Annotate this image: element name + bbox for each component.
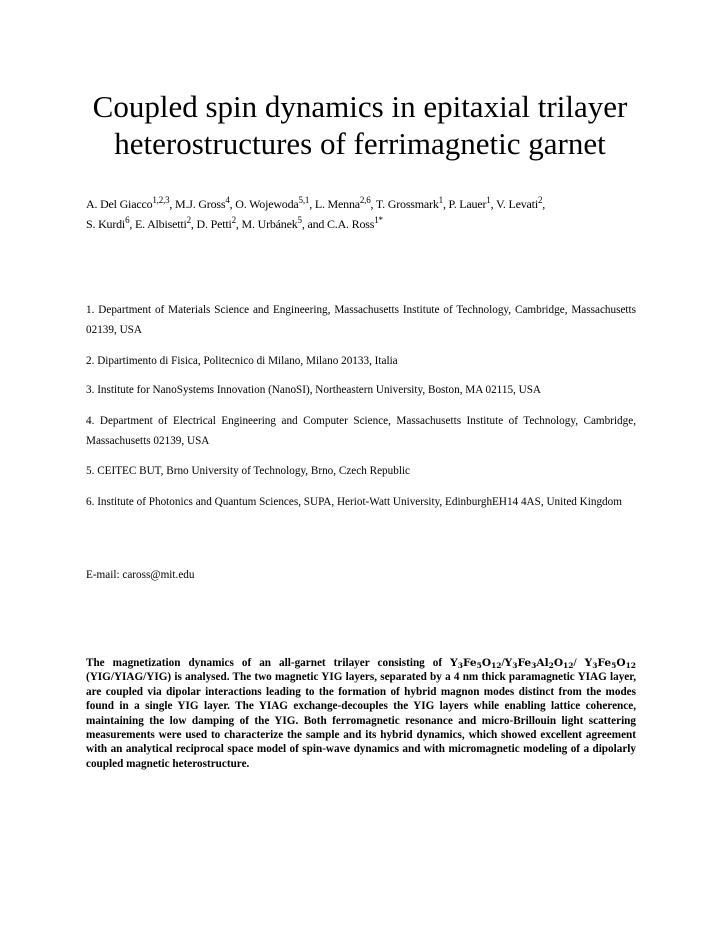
abstract-intro: The magnetization dynamics of an all-garnet trilayer consisting of [86, 657, 451, 669]
formula-yiag: $Y_3Fe_3Al_2O_{12}$ [504, 657, 574, 670]
author: D. Petti$^2$, [196, 215, 242, 231]
affiliation-1: 1. Department of Materials Science and Engineering, Massachusetts Institute of Technology, Cambridge, Massachusetts 02139, USA [86, 304, 636, 336]
abstract-body: is analysed. The two magnetic YIG layers, separated by a 4 nm thick paramagnetic YIAG layer, are coupled via dipolar interactions leading to the formation of hybrid magnon modes distinct from the modes found in a single YIG layer. The YIAG exchange-decouples the YIG layers while enabling lattice coherence, maintaining the low damping of the YIG. Both ferromagnetic resonance and micro-Brillouin light scattering measurements were used to characterize the sample and its hybrid dynamics, which showed excellent agreement with an analytical reciprocal space model of spin-wave dynamics and with micromagnetic modeling of a dipolarly coupled magnetic heterostructure. [86, 671, 636, 770]
affiliation-2: 2. Dipartimento di Fisica, Politecnico di Milano, Milano 20133, Italia [86, 355, 398, 367]
author: T. Grossmark$^1$, [375, 195, 449, 211]
abstract: The magnetization dynamics of an all-garnet trilayer consisting of $Y_3Fe_5O_{12}/Y_3Fe_3Al_2O_{12}/$ $Y_3Fe_5O_{12}$ (YIG/YIAG/YIG) is analysed. The two magnetic YIG layers, separated by a 4 nm thick paramagnetic YIAG layer, are coupled via dipolar interactions leading to the formation of hybrid magnon modes distinct from the modes found in a single YIG layer. The YIAG exchange-decouples the YIG layers while enabling lattice coherence, maintaining the low damping of the YIG. Both ferromagnetic resonance and micro-Brillouin light scattering measurements were used to characterize the sample and its hybrid dynamics, which showed excellent agreement with an analytical reciprocal space model of spin-wave dynamics and with micromagnetic modeling of a dipolarly coupled magnetic heterostructure. [86, 657, 636, 770]
author: M.J. Gross$^4$, [175, 195, 236, 211]
author: M. Urbánek$^5$, and [241, 215, 327, 231]
author-list [86, 194, 646, 234]
author: C.A. Ross$^{1*}$ [326, 215, 383, 231]
author: E. Albisetti$^2$, [135, 215, 197, 231]
author: A. Del Giacco$^{1,2,3}$, [86, 195, 175, 211]
author: L. Menna$^{2,6}$, [314, 195, 376, 211]
title-line-2: heterostructures of ferrimagnetic garnet [114, 126, 606, 161]
affiliation-5: 5. CEITEC BUT, Brno University of Technology, Brno, Czech Republic [86, 465, 411, 477]
corresponding-email: E-mail: caross@mit.edu [86, 569, 195, 581]
affiliation-4: 4. Department of Electrical Engineering and Computer Science, Massachusetts Institute of Technology, Cambridge, Massachusetts 02139, USA [86, 415, 636, 447]
affiliation-6: 6. Institute of Photonics and Quantum Sciences, SUPA, Heriot-Watt University, EdinburghEH14 4AS, United Kingdom [86, 496, 622, 508]
formula-yig: $Y_3Fe_5O_{12}$ [450, 657, 502, 670]
author: V. Levati$^2$, [495, 195, 546, 211]
abstract-acronym: (YIG/YIAG/YIG) [86, 671, 172, 684]
title-line-1: Coupled spin dynamics in epitaxial trilayer [92, 89, 628, 124]
author: O. Wojewoda$^{5,1}$, [235, 195, 315, 211]
paper-title [60, 88, 660, 162]
author: P. Lauer$^1$, [448, 195, 496, 211]
author: S. Kurdi$^6$, [86, 215, 135, 231]
affiliation-3: 3. Institute for NanoSystems Innovation (NanoSI), Northeastern University, Boston, MA 02115, USA [86, 384, 542, 396]
formula-yig: $Y_3Fe_5O_{12}$ [584, 657, 636, 670]
